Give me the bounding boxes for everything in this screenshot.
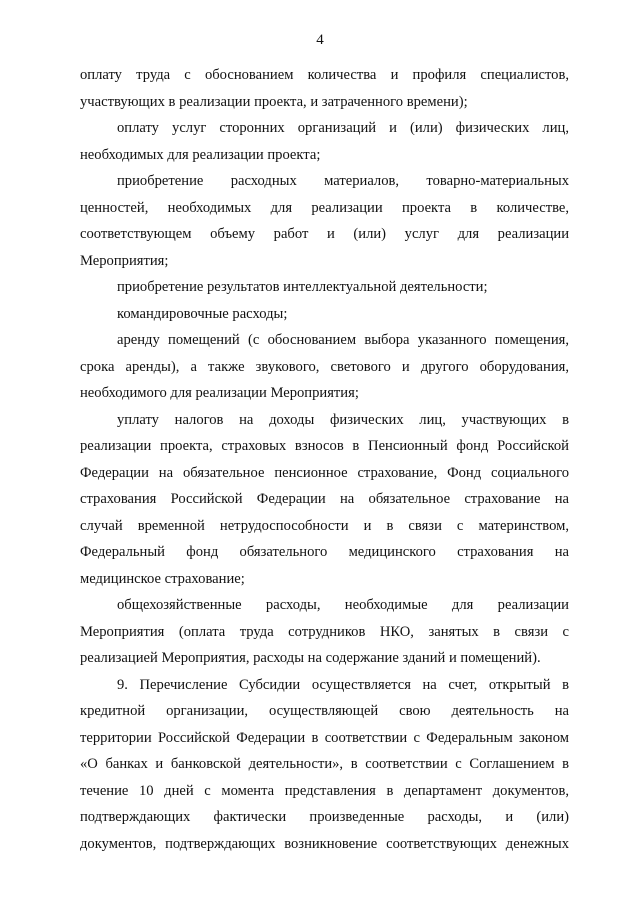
text-line: течение 10 дней с момента представления в департамент документов, [80,782,569,799]
text-line: приобретение расходных материалов, товарно-материальных [117,173,569,189]
page-number: 4 [316,32,324,48]
paragraph [80,301,569,328]
text-line: необходимых для реализации проекта; [80,146,321,163]
text-line: срока аренды), а также звукового, светового и другого оборудования, [80,358,569,375]
paragraph [80,62,569,115]
text-line: территории Российской Федерации в соответствии с Федеральным законом [80,729,569,746]
text-line: оплату услуг сторонних организаций и (или) физических лиц, [117,120,569,136]
paragraph [80,327,569,407]
paragraph [80,672,569,858]
text-line: аренду помещений (с обоснованием выбора указанного помещения, [117,332,569,348]
paragraph [80,407,569,593]
text-line: оплату труда с обоснованием количества и профиля специалистов, [80,67,569,83]
text-line: Мероприятия; [80,252,169,269]
text-line: документов, подтверждающих возникновение соответствующих денежных [80,835,569,852]
text-line: командировочные расходы; [117,305,288,322]
paragraph [80,168,569,274]
text-line: Федеральный фонд обязательного медицинского страхования на [80,544,569,560]
text-line: страхования Российской Федерации на обязательное страхование на [80,491,569,507]
text-line: реализацией Мероприятия, расходы на содержание зданий и помещений). [80,650,541,666]
text-line: подтверждающих фактически произведенные расходы, и (или) [80,809,569,825]
text-line: медицинское страхование; [80,570,245,587]
text-line: необходимого для реализации Мероприятия; [80,385,359,401]
text-line: «О банках и банковской деятельности», в соответствии с Соглашением в [80,756,569,772]
paragraph [80,274,569,301]
text-line: ценностей, необходимых для реализации проекта в количестве, [80,199,569,216]
text-line: случай временной нетрудоспособности и в связи с материнством, [80,517,569,534]
text-line: общехозяйственные расходы, необходимые для реализации [117,597,569,613]
text-line: Федерации на обязательное пенсионное страхование, Фонд социального [80,464,569,481]
text-line: кредитной организации, осуществляющей свою деятельность на [80,703,569,719]
document-body [80,62,569,857]
text-line: участвующих в реализации проекта, и затраченного времени); [80,93,468,110]
text-line: уплату налогов на доходы физических лиц, участвующих в [117,411,569,428]
text-line: 9. Перечисление Субсидии осуществляется на счет, открытый в [117,676,569,693]
text-line: Мероприятия (оплата труда сотрудников НКО, занятых в связи с [80,623,569,640]
paragraph [80,592,569,672]
text-line: соответствующем объему работ и (или) услуг для реализации [80,226,569,242]
text-line: приобретение результатов интеллектуальной деятельности; [117,279,488,295]
paragraph [80,115,569,168]
text-line: реализации проекта, страховых взносов в Пенсионный фонд Российской [80,438,569,454]
